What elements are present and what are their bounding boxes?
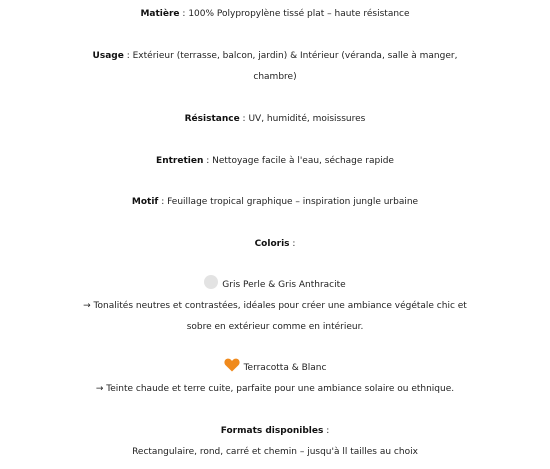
orange-heart-icon — [224, 358, 240, 372]
white-circle-icon — [204, 275, 218, 289]
spec-value: Rectangulaire, rond, carré et chemin – jusqu'à ll tailles au choix — [132, 447, 418, 457]
spec-formats-value — [0, 442, 550, 463]
spec-coloris: Coloris : — [254, 239, 296, 249]
spec-value: chambre) — [253, 72, 297, 82]
spec-label: Entretien — [156, 156, 204, 166]
spec-value: Extérieur (terrasse, balcon, jardin) & Intérieur (véranda, salle à manger, — [132, 51, 458, 61]
color-option-description-continued: sobre en extérieur comme en intérieur. — [186, 322, 364, 332]
spec-usage: Usage : Extérieur (terrasse, balcon, jardin) & Intérieur (véranda, salle à manger, — [92, 51, 458, 61]
spec-label: Motif — [131, 197, 159, 207]
spec-label: Usage — [92, 51, 124, 61]
spec-label: Coloris — [254, 239, 290, 249]
color-option-description: → Teinte chaude et terre cuite, parfaite pour une ambiance solaire ou ethnique. — [95, 384, 455, 394]
spec-value: Nettoyage facile à l'eau, séchage rapide — [212, 156, 394, 166]
spec-label: Matière — [140, 9, 180, 19]
spec-value: UV, humidité, moisissures — [248, 114, 366, 124]
spec-label: Résistance — [184, 114, 240, 124]
spec-matiere: Matière : 100% Polypropylène tissé plat – haute résistance — [140, 9, 410, 19]
color-option-name: Gris Perle & Gris Anthracite — [0, 275, 550, 296]
spec-value: Feuillage tropical graphique – inspiration jungle urbaine — [167, 197, 419, 207]
spec-usage-continued — [0, 67, 550, 88]
spec-motif: Motif : Feuillage tropical graphique – inspiration jungle urbaine — [131, 197, 419, 207]
spec-entretien: Entretien : Nettoyage facile à l'eau, séchage rapide — [156, 156, 394, 166]
spec-formats: Formats disponibles : — [220, 426, 330, 436]
color-option-description: → Tonalités neutres et contrastées, idéales pour créer une ambiance végétale chic et — [83, 301, 467, 311]
spec-label: Formats disponibles — [220, 426, 324, 436]
color-option-name: Terracotta & Blanc — [0, 358, 550, 379]
spec-resistance: Résistance : UV, humidité, moisissures — [184, 114, 366, 124]
spec-value: 100% Polypropylène tissé plat – haute résistance — [188, 9, 410, 19]
